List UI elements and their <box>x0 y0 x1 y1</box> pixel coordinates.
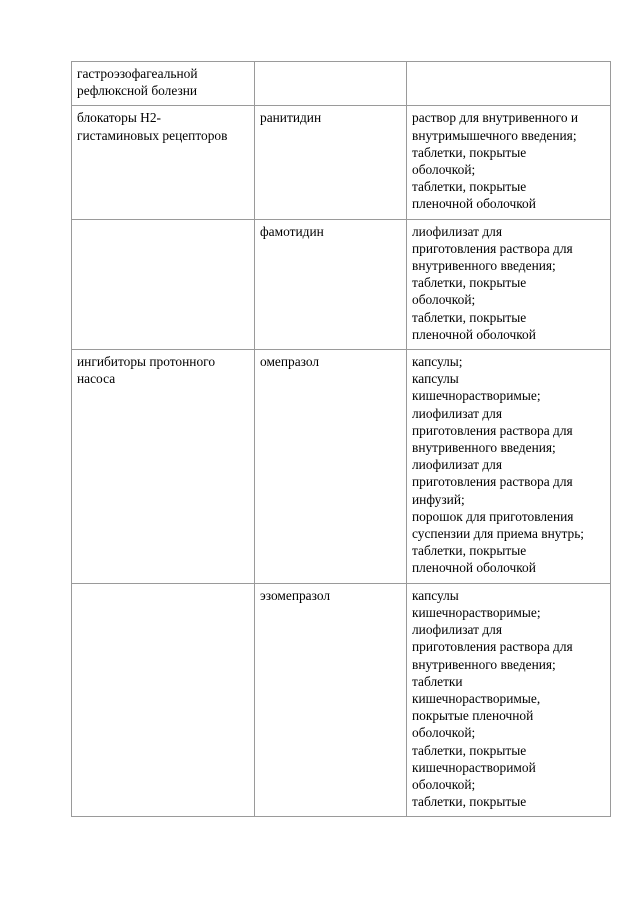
group-cell <box>72 62 255 106</box>
table-row <box>72 583 611 817</box>
dosage-forms-text-line: внутривенного введения; <box>412 656 556 672</box>
dosage-forms-text-line: таблетки, покрытые <box>412 794 527 810</box>
dosage-forms-text-line: пленочной оболочкой <box>412 196 536 212</box>
dosage-forms-text-line: раствор для внутривенного и <box>412 110 579 126</box>
dosage-forms-text-line: пленочной оболочкой <box>412 326 536 342</box>
dosage-forms-text-line: внутримышечного введения; <box>412 127 577 143</box>
dosage-forms-text-line: таблетки <box>412 673 463 689</box>
group-text-line: ингибиторы протонного <box>77 354 216 370</box>
dosage-forms-text-line: лиофилизат для <box>412 457 502 473</box>
drug-name-text-line: фамотидин <box>260 223 324 239</box>
dosage-forms-text-line: внутривенного введения; <box>412 440 556 456</box>
dosage-forms-cell <box>407 583 611 817</box>
dosage-forms-text-line: кишечнорастворимой <box>412 759 536 775</box>
dosage-forms-text-line: оболочкой; <box>412 776 476 792</box>
dosage-forms-text-line: кишечнорастворимые; <box>412 604 541 620</box>
drug-name-cell <box>255 219 407 349</box>
dosage-forms-text-line: капсулы <box>412 371 459 387</box>
drug-name-text-line: эзомепразол <box>260 587 331 603</box>
dosage-forms-text-line: покрытые пленочной <box>412 708 534 724</box>
drug-table <box>71 61 611 817</box>
drug-name-cell <box>255 583 407 817</box>
dosage-forms-text-line: кишечнорастворимые; <box>412 388 541 404</box>
group-text-line: гистаминовых рецепторов <box>77 127 228 143</box>
dosage-forms-text-line: таблетки, покрытые <box>412 543 527 559</box>
dosage-forms-text-line: приготовления раствора для <box>412 422 573 438</box>
dosage-forms-text-line: оболочкой; <box>412 162 476 178</box>
dosage-forms-text-line: таблетки, покрытые <box>412 742 527 758</box>
dosage-forms-text-line: таблетки, покрытые <box>412 179 527 195</box>
dosage-forms-text-line: приготовления раствора для <box>412 240 573 256</box>
dosage-forms-cell <box>407 62 611 106</box>
drug-name-text-line: омепразол <box>260 354 320 370</box>
drug-name-cell <box>255 350 407 584</box>
drug-table-body <box>72 62 611 817</box>
group-text-line: блокаторы H2- <box>77 110 161 126</box>
group-cell <box>72 219 255 349</box>
dosage-forms-text-line: суспензии для приема внутрь; <box>412 526 585 542</box>
dosage-forms-text-line: лиофилизат для <box>412 622 502 638</box>
dosage-forms-cell <box>407 350 611 584</box>
dosage-forms-text-line: внутривенного введения; <box>412 258 556 274</box>
dosage-forms-text-line: лиофилизат для <box>412 223 502 239</box>
dosage-forms-text-line: таблетки, покрытые <box>412 309 527 325</box>
dosage-forms-text-line: таблетки, покрытые <box>412 275 527 291</box>
table-row <box>72 219 611 349</box>
dosage-forms-text-line: таблетки, покрытые <box>412 144 527 160</box>
group-text-line: гастроэзофагеальной <box>77 66 198 81</box>
group-cell <box>72 350 255 584</box>
table-row <box>72 62 611 106</box>
dosage-forms-text-line: приготовления раствора для <box>412 474 573 490</box>
dosage-forms-text-line: оболочкой; <box>412 725 476 741</box>
dosage-forms-cell <box>407 106 611 219</box>
dosage-forms-text-line: пленочной оболочкой <box>412 560 536 576</box>
group-cell <box>72 106 255 219</box>
dosage-forms-text-line: кишечнорастворимые, <box>412 690 541 706</box>
table-row <box>72 350 611 584</box>
dosage-forms-text-line: капсулы; <box>412 354 463 370</box>
group-text-line: насоса <box>77 371 116 387</box>
drug-name-cell <box>255 106 407 219</box>
dosage-forms-text-line: лиофилизат для <box>412 405 502 421</box>
dosage-forms-text-line: инфузий; <box>412 491 465 507</box>
dosage-forms-text-line: капсулы <box>412 587 459 603</box>
drug-name-cell <box>255 62 407 106</box>
group-cell <box>72 583 255 817</box>
dosage-forms-text-line: оболочкой; <box>412 292 476 308</box>
group-text-line: рефлюксной болезни <box>77 83 198 99</box>
drug-name-text-line: ранитидин <box>260 110 322 126</box>
dosage-forms-text-line: приготовления раствора для <box>412 639 573 655</box>
dosage-forms-cell <box>407 219 611 349</box>
table-row <box>72 106 611 219</box>
dosage-forms-text-line: порошок для приготовления <box>412 508 574 524</box>
